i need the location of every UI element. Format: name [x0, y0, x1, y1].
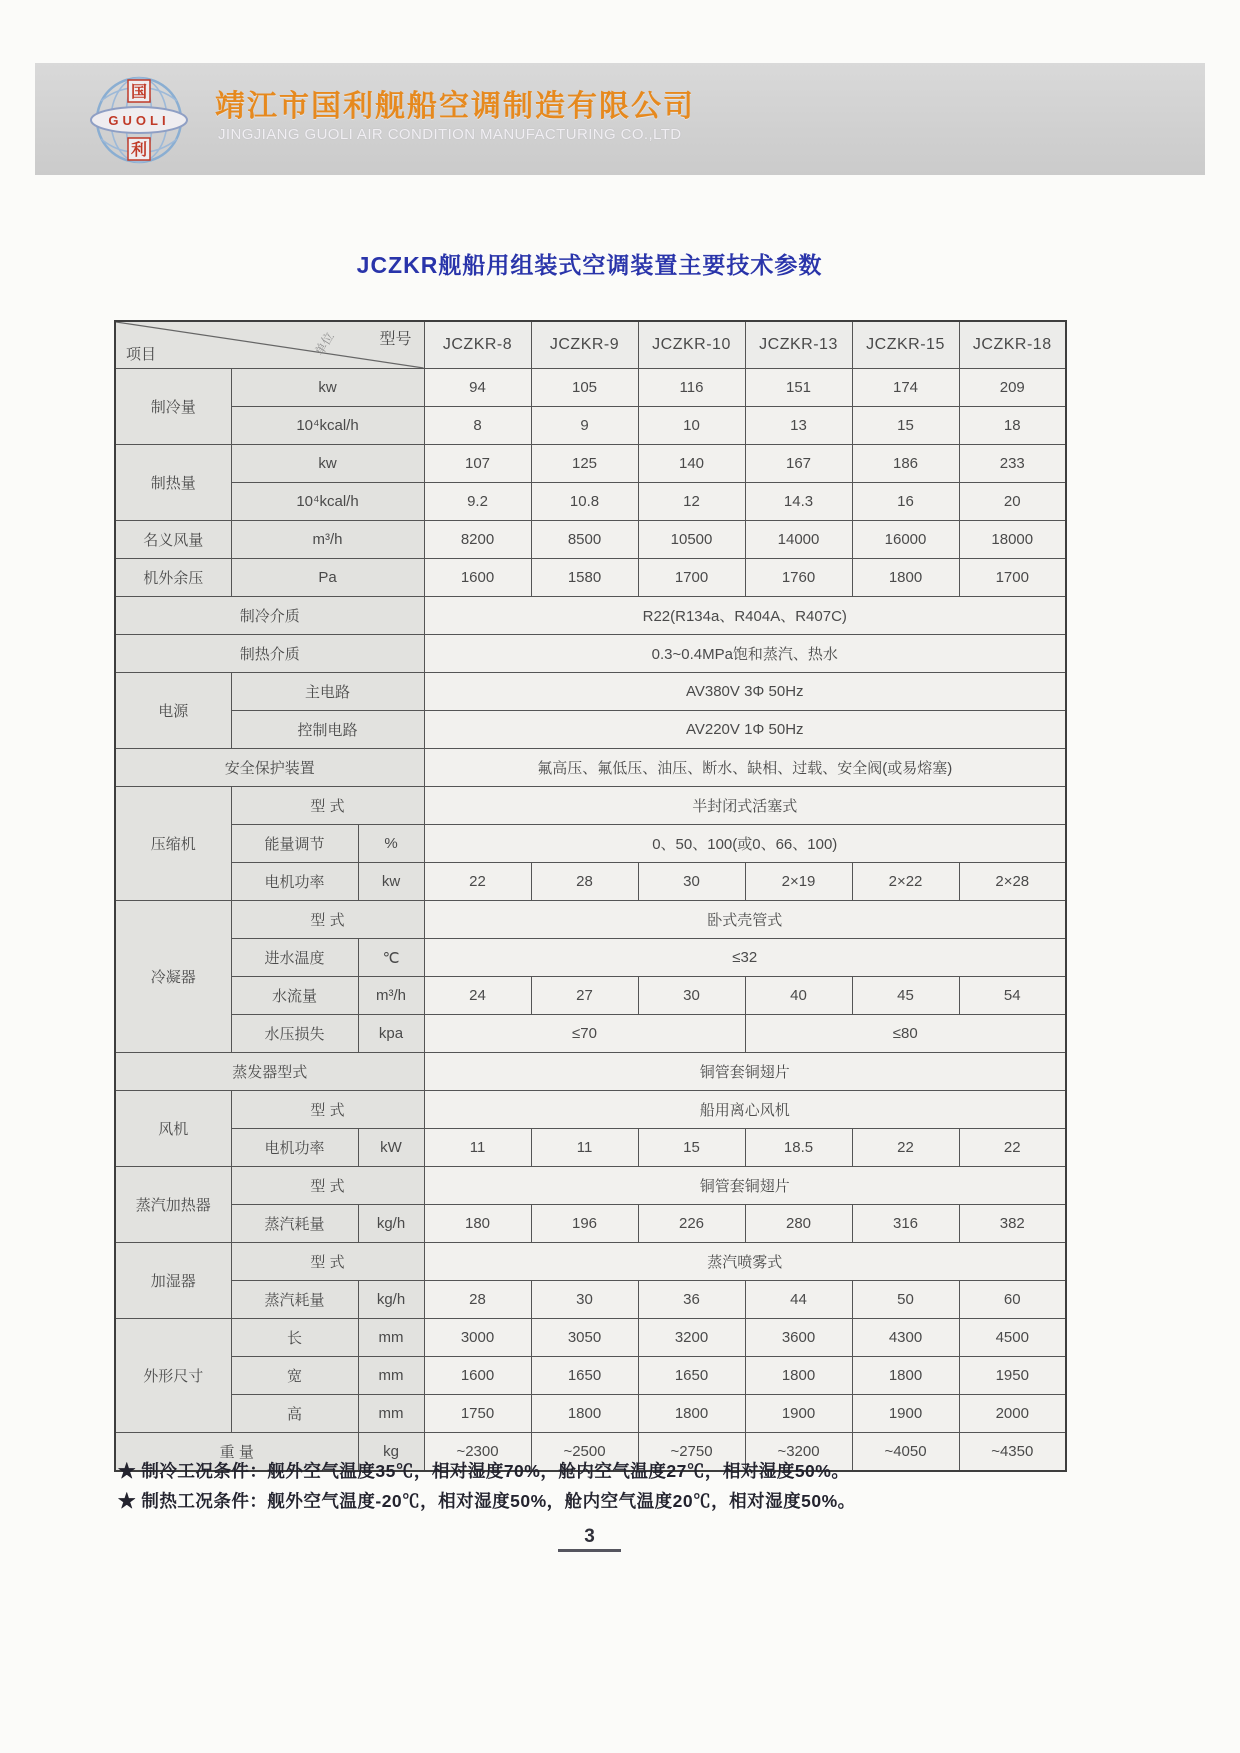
unit-cell: m³/h — [231, 521, 424, 559]
value-cell: ~2300 — [424, 1433, 531, 1472]
table-row — [115, 635, 1066, 673]
value-cell: 30 — [638, 863, 745, 901]
sub-label-type: 型 式 — [231, 1091, 424, 1129]
value-cell: 12 — [638, 483, 745, 521]
value-cell: 24 — [424, 977, 531, 1015]
value-cell: 2×22 — [852, 863, 959, 901]
row-label-compressor: 压缩机 — [115, 787, 231, 901]
table-row — [115, 521, 1066, 559]
table-row — [115, 407, 1066, 445]
value-cell: 4300 — [852, 1319, 959, 1357]
unit-cell: mm — [358, 1357, 424, 1395]
value-cell: ~2750 — [638, 1433, 745, 1472]
value-cell: 1650 — [638, 1357, 745, 1395]
corner-item-label: 项目 — [126, 346, 157, 363]
value-cell: R22(R134a、R404A、R407C) — [424, 597, 1066, 635]
row-label-condenser: 冷凝器 — [115, 901, 231, 1053]
sub-label-motor-power: 电机功率 — [231, 863, 358, 901]
value-cell: 8200 — [424, 521, 531, 559]
value-cell: AV220V 1Φ 50Hz — [424, 711, 1066, 749]
unit-cell: m³/h — [358, 977, 424, 1015]
row-label-humidifier: 加湿器 — [115, 1243, 231, 1319]
value-cell: 28 — [531, 863, 638, 901]
unit-cell: kg/h — [358, 1281, 424, 1319]
value-cell: 1750 — [424, 1395, 531, 1433]
row-label-power-supply: 电源 — [115, 673, 231, 749]
unit-cell: 10⁴kcal/h — [231, 483, 424, 521]
value-cell: 50 — [852, 1281, 959, 1319]
diagonal-line — [116, 322, 424, 368]
value-cell: 18 — [959, 407, 1066, 445]
value-cell: 14000 — [745, 521, 852, 559]
value-cell: 140 — [638, 445, 745, 483]
unit-cell: 10⁴kcal/h — [231, 407, 424, 445]
value-cell: 22 — [852, 1129, 959, 1167]
value-cell: 174 — [852, 369, 959, 407]
sub-label-water-pressure-loss: 水压损失 — [231, 1015, 358, 1053]
spec-table — [114, 320, 1067, 1472]
row-label-weight: 重 量 — [115, 1433, 358, 1472]
value-cell: 1800 — [852, 559, 959, 597]
model-header: JCZKR-10 — [638, 321, 745, 369]
value-cell: 196 — [531, 1205, 638, 1243]
unit-cell: Pa — [231, 559, 424, 597]
value-cell: 1700 — [638, 559, 745, 597]
table-row — [115, 1205, 1066, 1243]
value-cell: 30 — [638, 977, 745, 1015]
page-number: 3 — [558, 1526, 621, 1552]
value-cell: 151 — [745, 369, 852, 407]
sub-label-energy-regulation: 能量调节 — [231, 825, 358, 863]
row-label-heating-capacity: 制热量 — [115, 445, 231, 521]
value-cell: 180 — [424, 1205, 531, 1243]
footnotes — [118, 1456, 1128, 1516]
footnote-cooling-conditions: ★ 制冷工况条件：舰外空气温度35℃，相对湿度70%，舱内空气温度27℃，相对湿度50%。 — [118, 1461, 850, 1481]
value-cell: 9.2 — [424, 483, 531, 521]
value-cell: 30 — [531, 1281, 638, 1319]
value-cell: ≤80 — [745, 1015, 1066, 1053]
value-cell: 铜管套铜翅片 — [424, 1167, 1066, 1205]
value-cell: 107 — [424, 445, 531, 483]
unit-cell: kw — [358, 863, 424, 901]
value-cell: 54 — [959, 977, 1066, 1015]
value-cell: 4500 — [959, 1319, 1066, 1357]
value-cell: 105 — [531, 369, 638, 407]
value-cell: 15 — [852, 407, 959, 445]
value-cell: 1950 — [959, 1357, 1066, 1395]
value-cell: 18.5 — [745, 1129, 852, 1167]
value-cell: 3000 — [424, 1319, 531, 1357]
value-cell: 15 — [638, 1129, 745, 1167]
model-header: JCZKR-18 — [959, 321, 1066, 369]
sub-label-type: 型 式 — [231, 1243, 424, 1281]
sub-label-length: 长 — [231, 1319, 358, 1357]
value-cell: 36 — [638, 1281, 745, 1319]
table-row — [115, 863, 1066, 901]
value-cell: ~2500 — [531, 1433, 638, 1472]
value-cell: ~3200 — [745, 1433, 852, 1472]
value-cell: 14.3 — [745, 483, 852, 521]
unit-cell: kw — [231, 445, 424, 483]
value-cell: 116 — [638, 369, 745, 407]
row-label-evaporator-type: 蒸发器型式 — [115, 1053, 424, 1091]
row-label-external-pressure: 机外余压 — [115, 559, 231, 597]
value-cell: 1900 — [745, 1395, 852, 1433]
value-cell: 2×19 — [745, 863, 852, 901]
value-cell: 94 — [424, 369, 531, 407]
value-cell: 167 — [745, 445, 852, 483]
value-cell: 233 — [959, 445, 1066, 483]
corner-cell — [115, 321, 424, 369]
value-cell: 卧式壳管式 — [424, 901, 1066, 939]
company-name: 靖江市国利舰船空调制造有限公司 — [215, 90, 695, 123]
value-cell: 1800 — [852, 1357, 959, 1395]
row-label-nominal-airflow: 名义风量 — [115, 521, 231, 559]
sub-label-inlet-water-temp: 进水温度 — [231, 939, 358, 977]
value-cell: 9 — [531, 407, 638, 445]
company-header-band — [35, 63, 1205, 175]
value-cell: 1800 — [745, 1357, 852, 1395]
sub-label-control-circuit: 控制电路 — [231, 711, 424, 749]
value-cell: 1600 — [424, 1357, 531, 1395]
value-cell: 382 — [959, 1205, 1066, 1243]
value-cell: 1600 — [424, 559, 531, 597]
logo-top-char: 国 — [130, 84, 148, 101]
table-row — [115, 597, 1066, 635]
value-cell: 40 — [745, 977, 852, 1015]
table-row — [115, 559, 1066, 597]
value-cell: 20 — [959, 483, 1066, 521]
model-header: JCZKR-13 — [745, 321, 852, 369]
company-name-en: JINGJIANG GUOLI AIR CONDITION MANUFACTURING CO.,LTD — [218, 126, 682, 143]
row-label-fan: 风机 — [115, 1091, 231, 1167]
corner-unit-label: 单位 — [311, 329, 337, 358]
value-cell: 2×28 — [959, 863, 1066, 901]
value-cell: 铜管套铜翅片 — [424, 1053, 1066, 1091]
table-row — [115, 1319, 1066, 1357]
row-label-dimensions: 外形尺寸 — [115, 1319, 231, 1433]
unit-cell: kg — [358, 1433, 424, 1472]
table-row — [115, 1281, 1066, 1319]
value-cell: 60 — [959, 1281, 1066, 1319]
table-row — [115, 1091, 1066, 1129]
sub-label-type: 型 式 — [231, 1167, 424, 1205]
row-label-steam-heater: 蒸汽加热器 — [115, 1167, 231, 1243]
unit-cell: mm — [358, 1319, 424, 1357]
value-cell: 8 — [424, 407, 531, 445]
value-cell: 半封闭式活塞式 — [424, 787, 1066, 825]
value-cell: 1580 — [531, 559, 638, 597]
value-cell: 1800 — [531, 1395, 638, 1433]
model-header: JCZKR-9 — [531, 321, 638, 369]
value-cell: 氟高压、氟低压、油压、断水、缺相、过载、安全阀(或易熔塞) — [424, 749, 1066, 787]
unit-cell: ℃ — [358, 939, 424, 977]
value-cell: ~4350 — [959, 1433, 1066, 1472]
table-row — [115, 1167, 1066, 1205]
table-row — [115, 483, 1066, 521]
sub-label-type: 型 式 — [231, 901, 424, 939]
table-row — [115, 1053, 1066, 1091]
value-cell: 226 — [638, 1205, 745, 1243]
table-row — [115, 1243, 1066, 1281]
value-cell: 1700 — [959, 559, 1066, 597]
value-cell: 11 — [531, 1129, 638, 1167]
model-header: JCZKR-8 — [424, 321, 531, 369]
value-cell: 0.3~0.4MPa饱和蒸汽、热水 — [424, 635, 1066, 673]
page-number-area — [114, 1526, 1065, 1552]
value-cell: 22 — [959, 1129, 1066, 1167]
value-cell: 1800 — [638, 1395, 745, 1433]
value-cell: 10500 — [638, 521, 745, 559]
sub-label-type: 型 式 — [231, 787, 424, 825]
value-cell: 16000 — [852, 521, 959, 559]
company-logo-globe-icon — [87, 68, 191, 172]
table-row — [115, 749, 1066, 787]
table-row — [115, 1395, 1066, 1433]
value-cell: 125 — [531, 445, 638, 483]
table-row — [115, 901, 1066, 939]
table-row — [115, 825, 1066, 863]
logo-band-text: GUOLI — [108, 113, 170, 128]
value-cell: 186 — [852, 445, 959, 483]
row-label-safety-devices: 安全保护装置 — [115, 749, 424, 787]
value-cell: 1900 — [852, 1395, 959, 1433]
table-row — [115, 673, 1066, 711]
table-row — [115, 977, 1066, 1015]
value-cell: 27 — [531, 977, 638, 1015]
row-label-cooling-capacity: 制冷量 — [115, 369, 231, 445]
table-row — [115, 445, 1066, 483]
sub-label-height: 高 — [231, 1395, 358, 1433]
row-label-heating-medium: 制热介质 — [115, 635, 424, 673]
table-row — [115, 939, 1066, 977]
value-cell: 13 — [745, 407, 852, 445]
value-cell: 3050 — [531, 1319, 638, 1357]
value-cell: 18000 — [959, 521, 1066, 559]
value-cell: ≤70 — [424, 1015, 745, 1053]
sub-label-steam-consumption: 蒸汽耗量 — [231, 1205, 358, 1243]
value-cell: 16 — [852, 483, 959, 521]
model-header: JCZKR-15 — [852, 321, 959, 369]
table-row — [115, 1129, 1066, 1167]
value-cell: 44 — [745, 1281, 852, 1319]
value-cell: 28 — [424, 1281, 531, 1319]
table-header-row — [115, 321, 1066, 369]
table-row — [115, 1357, 1066, 1395]
value-cell: ≤32 — [424, 939, 1066, 977]
value-cell: 10 — [638, 407, 745, 445]
value-cell: 船用离心风机 — [424, 1091, 1066, 1129]
value-cell: 11 — [424, 1129, 531, 1167]
value-cell: 10.8 — [531, 483, 638, 521]
page-title: JCZKR舰船用组装式空调装置主要技术参数 — [356, 252, 823, 278]
table-row — [115, 711, 1066, 749]
unit-cell: mm — [358, 1395, 424, 1433]
corner-model-label: 型号 — [379, 331, 412, 348]
sub-label-main-circuit: 主电路 — [231, 673, 424, 711]
value-cell: 280 — [745, 1205, 852, 1243]
value-cell: 蒸汽喷雾式 — [424, 1243, 1066, 1281]
unit-cell: kw — [231, 369, 424, 407]
sub-label-steam-consumption: 蒸汽耗量 — [231, 1281, 358, 1319]
value-cell: 3200 — [638, 1319, 745, 1357]
unit-cell: kg/h — [358, 1205, 424, 1243]
value-cell: 0、50、100(或0、66、100) — [424, 825, 1066, 863]
table-row — [115, 787, 1066, 825]
value-cell: AV380V 3Φ 50Hz — [424, 673, 1066, 711]
value-cell: 1650 — [531, 1357, 638, 1395]
value-cell: 1760 — [745, 559, 852, 597]
unit-cell: % — [358, 825, 424, 863]
sub-label-motor-power: 电机功率 — [231, 1129, 358, 1167]
value-cell: 209 — [959, 369, 1066, 407]
table-row — [115, 1015, 1066, 1053]
logo-bottom-char: 利 — [130, 142, 148, 159]
value-cell: 3600 — [745, 1319, 852, 1357]
unit-cell: kpa — [358, 1015, 424, 1053]
footnote-heating-conditions: ★ 制热工况条件：舰外空气温度-20℃，相对湿度50%，舱内空气温度20℃，相对湿度50%。 — [118, 1491, 856, 1511]
value-cell: 2000 — [959, 1395, 1066, 1433]
unit-cell: kW — [358, 1129, 424, 1167]
sub-label-width: 宽 — [231, 1357, 358, 1395]
row-label-refrigerant: 制冷介质 — [115, 597, 424, 635]
table-row — [115, 369, 1066, 407]
value-cell: 45 — [852, 977, 959, 1015]
value-cell: 316 — [852, 1205, 959, 1243]
value-cell: 22 — [424, 863, 531, 901]
value-cell: 8500 — [531, 521, 638, 559]
value-cell: ~4050 — [852, 1433, 959, 1472]
sub-label-water-flow: 水流量 — [231, 977, 358, 1015]
